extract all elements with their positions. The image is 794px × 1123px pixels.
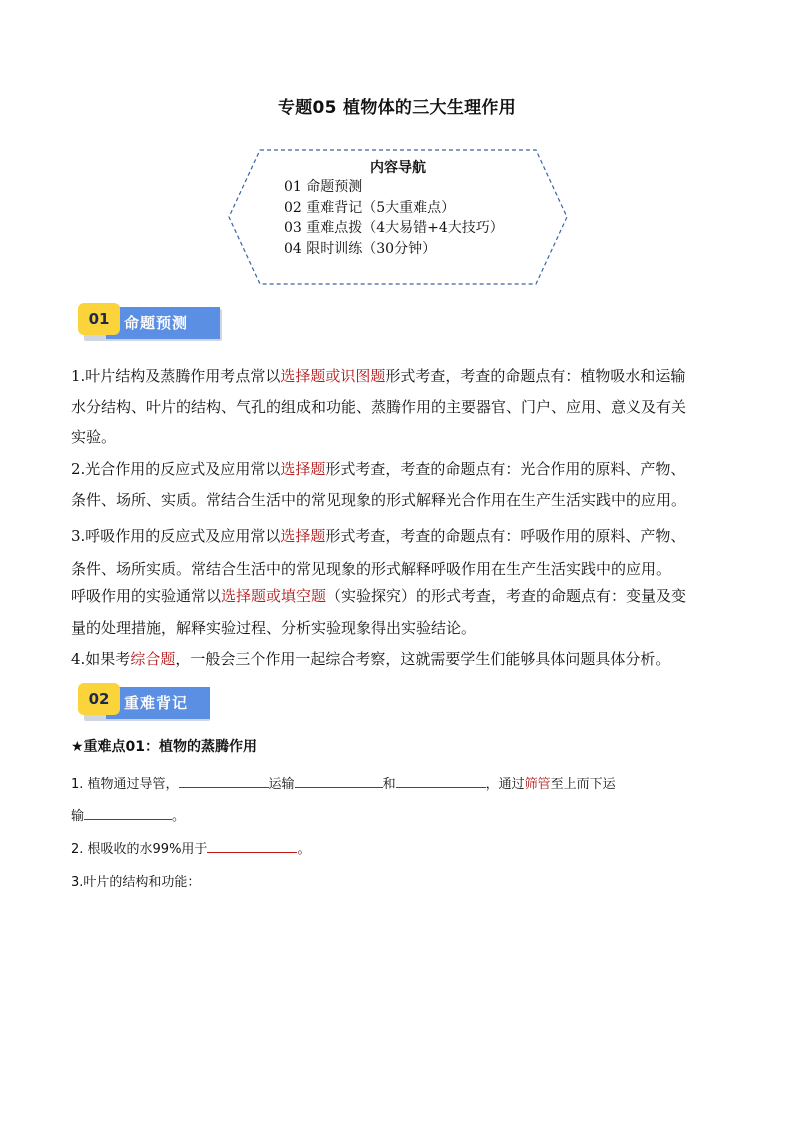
fill-blank[interactable] [179,773,269,788]
question-3-line: 3.叶片的结构和功能： [71,875,201,890]
key-point-heading: ★重难点01：植物的蒸腾作用 [71,739,258,755]
section-badge-prediction [78,303,228,343]
navigation-item[interactable]: 03 重难点拨（4大易错+4大技巧） [284,220,504,236]
navigation-list [284,177,504,259]
question-2-line: 2. 根吸收的水99%用于 。 [71,838,310,857]
text-line: 2.光合作用的反应式及应用常以选择题形式考查，考查的命题点有：光合作用的原料、产物、 [71,460,686,478]
section-number: 01 [78,303,120,335]
highlight-text: 选择题 [280,527,326,545]
fill-blank[interactable] [84,805,172,820]
navigation-item[interactable]: 02 重难背记（5大重难点） [284,199,456,216]
text-line: 实验。 [71,428,117,446]
text-line: 量的处理措施，解释实验过程、分析实验现象得出实验结论。 [71,619,477,637]
text-line: 条件、场所、实质。常结合生活中的常见现象的形式解释光合作用在生产生活实践中的应用。 [71,491,687,509]
navigation-heading: 内容导航 [370,160,426,176]
text-line: 4.如果考综合题，一般会三个作用一起综合考察，这就需要学生们能够具体问题具体分析。 [71,650,671,668]
navigation-item[interactable]: 04 限时训练（30分钟） [284,240,437,257]
navigation-item[interactable]: 01 命题预测 [284,179,363,195]
text-line: 3.呼吸作用的反应式及应用常以选择题形式考查，考查的命题点有：呼吸作用的原料、产物、 [71,527,686,545]
question-1-line-1: 1. 植物通过导管， 运输 和 ，通过筛管至上而下运 [71,773,616,792]
content-navigation-box [228,149,568,285]
fill-blank[interactable] [207,838,297,853]
text-line: 呼吸作用的实验通常以选择题或填空题（实验探究）的形式考查，考查的命题点有：变量及变 [71,587,687,605]
section-badge-key-points [78,683,228,723]
highlight-text: 筛管 [524,777,551,792]
text-line: 1.叶片结构及蒸腾作用考点常以选择题或识图题形式考查，考查的命题点有：植物吸水和运输 [71,367,686,385]
question-1-line-2: 输 。 [71,805,185,824]
section-label: 命题预测 [106,307,220,339]
highlight-text: 选择题或识图题 [280,367,386,385]
page-title: 专题05 植物体的三大生理作用 [277,98,517,118]
fill-blank[interactable] [396,773,486,788]
text-line: 条件、场所实质。常结合生活中的常见现象的形式解释呼吸作用在生产生活实践中的应用。 [71,560,672,578]
highlight-text: 选择题 [280,460,326,478]
highlight-text: 选择题或填空题 [221,587,327,605]
section-number: 02 [78,683,120,715]
section-label: 重难背记 [106,687,210,719]
text-line: 水分结构、叶片的结构、气孔的组成和功能、蒸腾作用的主要器官、门户、应用、意义及有关 [71,398,687,416]
fill-blank[interactable] [295,773,383,788]
highlight-text: 综合题 [130,650,176,668]
